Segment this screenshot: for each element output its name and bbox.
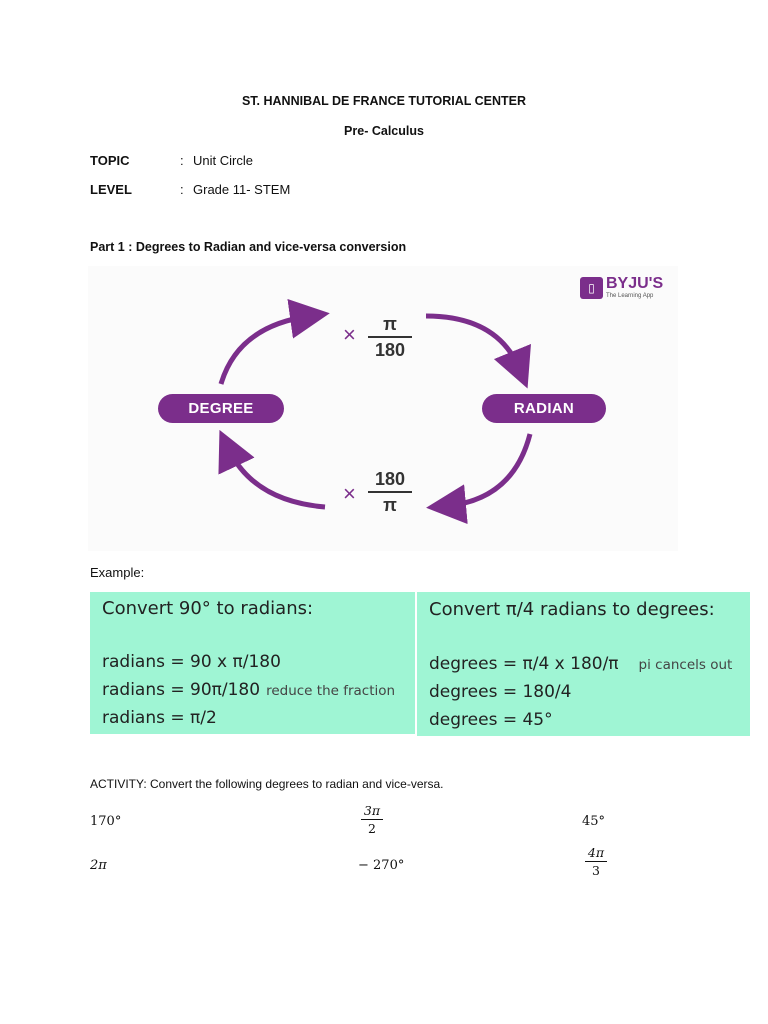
radian-pill: RADIAN [482,394,606,423]
example-right-line3: degrees = 45° [429,710,553,730]
activity-item-170deg: 170° [90,814,122,829]
activity-4pi-num: 4π [587,845,605,860]
subject-title: Pre- Calculus [344,124,424,138]
fraction-bar [361,819,383,820]
multiply-bottom: × [343,481,356,506]
arrow-bottom-left [228,448,325,507]
example-left-line2-text: radians = 90π/180 [102,680,261,700]
fraction-bottom-den: π [383,495,397,515]
activity-item-3pi-over-2 [361,804,383,836]
activity-3pi-num: 3π [363,803,381,818]
level-colon: : [180,182,184,197]
activity-item-45deg: 45° [582,814,606,829]
fraction-top-num: π [383,314,397,334]
brand-name: BYJU'S [606,275,664,292]
activity-3pi-den: 2 [368,821,376,836]
example-left-line2-note: reduce the fraction [266,683,396,699]
example-right-line2: degrees = 180/4 [429,682,572,702]
degree-pill: DEGREE [158,394,284,423]
activity-item-neg270deg: − 270° [358,858,405,873]
activity-instruction: ACTIVITY: Convert the following degrees to radian and vice-versa. [90,777,444,791]
example-left-line1: radians = 90 x π/180 [102,652,281,672]
level-value: Grade 11- STEM [193,182,291,197]
part1-title: Part 1 : Degrees to Radian and vice-versa conversion [90,240,407,254]
topic-colon: : [180,153,184,168]
fraction-180-over-pi [368,469,412,516]
activity-4pi-den: 3 [592,863,600,878]
level-key: LEVEL [90,182,132,197]
example-right-line1 [429,654,732,674]
example-panel-right [417,592,750,736]
example-left-title: Convert 90° to radians: [102,598,314,619]
byjus-logo-icon: ▯ [580,277,603,299]
fraction-pi-over-180 [368,314,412,361]
multiply-top: × [343,322,356,347]
institution-title: ST. HANNIBAL DE FRANCE TUTORIAL CENTER [241,94,527,108]
activity-item-4pi-over-3 [585,846,607,878]
byjus-logo [580,277,670,305]
fraction-top-den: 180 [374,340,406,360]
topic-key: TOPIC [90,153,130,168]
topic-value: Unit Circle [193,153,253,168]
arrow-top-left [221,316,310,384]
example-right-line1-text: degrees = π/4 x 180/π [429,654,619,674]
arrow-bottom-right [446,434,530,506]
fraction-bar [368,491,412,493]
conversion-diagram [88,266,678,551]
fraction-bar [585,861,607,862]
example-right-title: Convert π/4 radians to degrees: [429,599,715,620]
fraction-bottom-num: 180 [374,469,406,489]
example-label: Example: [90,565,145,580]
brand-tagline: The Learning App [606,293,654,299]
activity-item-2pi: 2π [90,858,107,873]
example-left-line3: radians = π/2 [102,708,217,728]
example-left-line2 [102,680,395,700]
arrow-top-right [426,316,520,370]
example-panel-left [90,592,415,734]
fraction-bar [368,336,412,338]
example-right-line1-note: pi cancels out [638,657,733,673]
